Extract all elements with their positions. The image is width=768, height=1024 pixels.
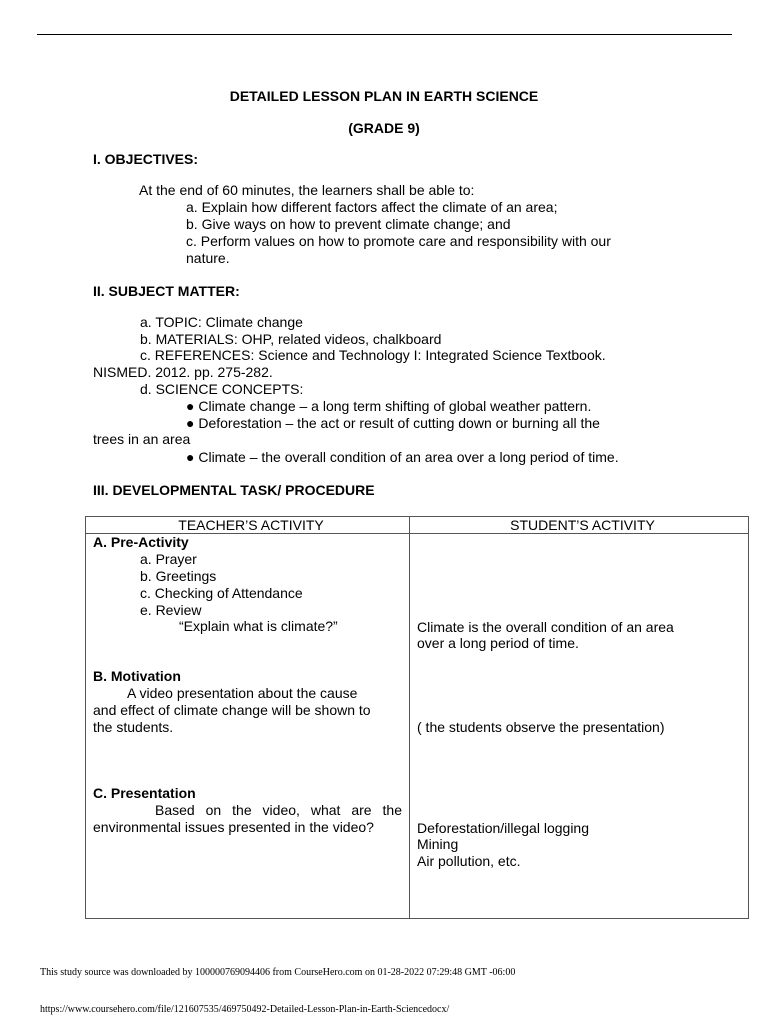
objective-item: a. Explain how different factors affect the climate of an area; [186, 199, 558, 215]
presentation-answer: Mining [417, 836, 459, 852]
references-line-continued: NISMED. 2012. pp. 275-282. [93, 364, 273, 380]
motivation-text: A video presentation about the cause [127, 685, 358, 701]
motivation-text: and effect of climate change will be shown to [93, 702, 371, 718]
pre-activity-item: a. Prayer [140, 551, 197, 567]
procedure-table [85, 516, 749, 919]
procedure-heading: III. DEVELOPMENTAL TASK/ PROCEDURE [93, 482, 375, 498]
objective-item: b. Give ways on how to prevent climate change; and [186, 216, 511, 232]
review-answer: Climate is the overall condition of an area [417, 619, 674, 635]
presentation-answer: Air pollution, etc. [417, 853, 521, 869]
concept-item-continued: trees in an area [93, 431, 191, 447]
presentation-question: Based on the video, what are the environmental issues presented in the video? [93, 802, 402, 835]
materials-line: b. MATERIALS: OHP, related videos, chalkboard [140, 331, 442, 347]
motivation-text: the students. [93, 719, 174, 735]
objectives-intro: At the end of 60 minutes, the learners shall be able to: [139, 182, 475, 198]
grade-label: (GRADE 9) [348, 120, 420, 136]
review-answer: over a long period of time. [417, 635, 579, 651]
science-concepts-heading: d. SCIENCE CONCEPTS: [140, 381, 304, 397]
pre-activity-heading: A. Pre-Activity [93, 534, 189, 550]
pre-activity-item: b. Greetings [140, 568, 217, 584]
teacher-activity-header: TEACHER’S ACTIVITY [86, 517, 410, 534]
topic-line: a. TOPIC: Climate change [140, 314, 303, 330]
concept-item: ● Climate – the overall condition of an area over a long period of time. [186, 449, 619, 465]
table-row [86, 534, 749, 919]
top-rule [37, 34, 732, 35]
document-title: DETAILED LESSON PLAN IN EARTH SCIENCE [229, 88, 539, 104]
subject-matter-heading: II. SUBJECT MATTER: [93, 283, 240, 299]
student-activity-header: STUDENT’S ACTIVITY [410, 517, 749, 534]
motivation-response: ( the students observe the presentation) [417, 719, 665, 735]
references-line: c. REFERENCES: Science and Technology I: Integrated Science Textbook. [140, 347, 606, 363]
presentation-heading: C. Presentation [93, 785, 196, 801]
objective-item: nature. [186, 250, 230, 266]
review-question: “Explain what is climate?” [179, 618, 338, 634]
student-activity-cell [410, 534, 749, 919]
objectives-heading: I. OBJECTIVES: [93, 151, 199, 167]
concept-item: ● Climate change – a long term shifting of global weather pattern. [186, 398, 592, 414]
pre-activity-item: e. Review [140, 602, 202, 618]
download-note: This study source was downloaded by 100000769094406 from CourseHero.com on 01-28-2022 07:29:48 GMT -06:00 [40, 967, 516, 978]
presentation-answer: Deforestation/illegal logging [417, 820, 589, 836]
pre-activity-item: c. Checking of Attendance [140, 585, 303, 601]
teacher-activity-cell [86, 534, 410, 919]
concept-item: ● Deforestation – the act or result of cutting down or burning all the [186, 415, 600, 431]
source-url-link[interactable]: https://www.coursehero.com/file/121607535/469750492-Detailed-Lesson-Plan-in-Earth-Sciencedocx/ [40, 1004, 450, 1015]
motivation-heading: B. Motivation [93, 668, 181, 684]
objective-item: c. Perform values on how to promote care and responsibility with our [186, 233, 611, 249]
table-header-row [86, 517, 749, 534]
